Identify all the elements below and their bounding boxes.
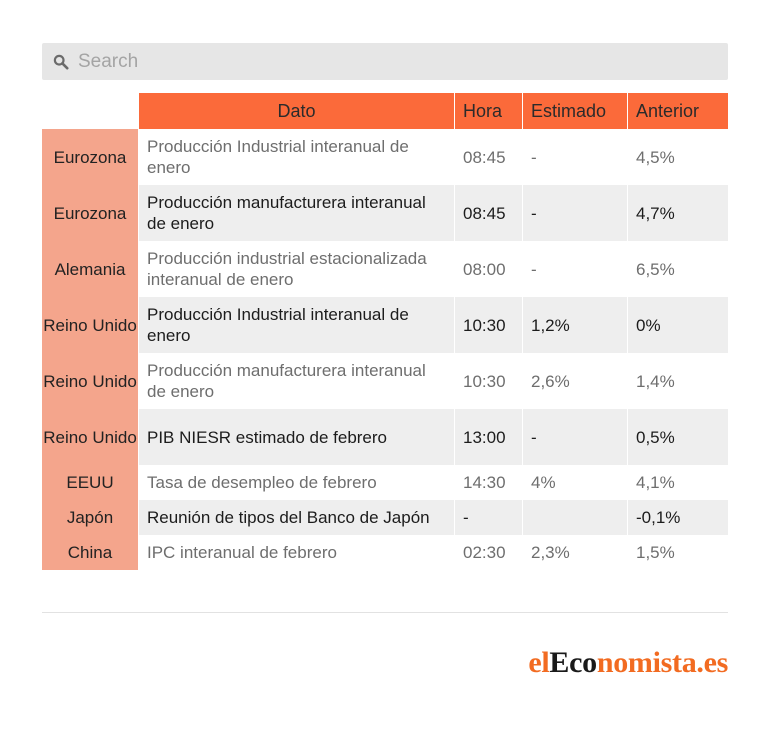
search-icon: [53, 54, 69, 70]
row-country: Reino Unido: [42, 297, 138, 353]
row-hora: 08:45: [454, 129, 522, 185]
table-row: [42, 353, 728, 409]
row-country: Eurozona: [42, 129, 138, 185]
table-header-row: [42, 93, 728, 129]
table-row: [42, 129, 728, 185]
row-anterior: 0%: [627, 297, 728, 353]
search-input[interactable]: [78, 43, 698, 80]
row-hora: 14:30: [454, 465, 522, 500]
row-country: Japón: [42, 500, 138, 535]
row-country: Alemania: [42, 241, 138, 297]
row-dato: Producción manufacturera interanual de enero: [138, 185, 454, 241]
row-hora: 10:30: [454, 353, 522, 409]
row-hora: 08:45: [454, 185, 522, 241]
row-estimado: -: [522, 409, 627, 465]
row-country: Eurozona: [42, 185, 138, 241]
logo-part-nomista: nomista.es: [596, 646, 728, 679]
row-hora: 10:30: [454, 297, 522, 353]
row-anterior: 4,7%: [627, 185, 728, 241]
row-country: China: [42, 535, 138, 570]
row-hora: -: [454, 500, 522, 535]
row-estimado: 2,6%: [522, 353, 627, 409]
row-anterior: -0,1%: [627, 500, 728, 535]
row-anterior: 4,5%: [627, 129, 728, 185]
row-dato: Tasa de desempleo de febrero: [138, 465, 454, 500]
row-hora: 02:30: [454, 535, 522, 570]
row-anterior: 0,5%: [627, 409, 728, 465]
row-anterior: 6,5%: [627, 241, 728, 297]
row-estimado: 4%: [522, 465, 627, 500]
row-hora: 08:00: [454, 241, 522, 297]
logo-part-eco: Eco: [549, 646, 597, 679]
row-dato: Producción manufacturera interanual de enero: [138, 353, 454, 409]
table-row: [42, 409, 728, 465]
row-country: Reino Unido: [42, 409, 138, 465]
row-estimado: -: [522, 185, 627, 241]
table-row: [42, 297, 728, 353]
table-row: [42, 241, 728, 297]
header-dato: Dato: [138, 93, 454, 129]
row-estimado: 2,3%: [522, 535, 627, 570]
row-country: Reino Unido: [42, 353, 138, 409]
row-estimado: -: [522, 241, 627, 297]
header-corner: [42, 93, 138, 129]
eleconomista-logo[interactable]: [528, 646, 728, 680]
search-bar[interactable]: [42, 43, 728, 80]
footer-divider: [42, 612, 728, 613]
row-anterior: 4,1%: [627, 465, 728, 500]
logo-part-el: el: [528, 646, 550, 679]
header-anterior: Anterior: [627, 93, 728, 129]
header-estimado: Estimado: [522, 93, 627, 129]
row-anterior: 1,5%: [627, 535, 728, 570]
table-row: [42, 185, 728, 241]
row-dato: Producción Industrial interanual de enero: [138, 129, 454, 185]
table-row: [42, 500, 728, 535]
table-row: [42, 465, 728, 500]
table-row: [42, 535, 728, 570]
row-country: EEUU: [42, 465, 138, 500]
row-dato: Producción Industrial interanual de enero: [138, 297, 454, 353]
header-hora: Hora: [454, 93, 522, 129]
row-estimado: [522, 500, 627, 535]
row-dato: Reunión de tipos del Banco de Japón: [138, 500, 454, 535]
row-anterior: 1,4%: [627, 353, 728, 409]
row-estimado: 1,2%: [522, 297, 627, 353]
row-hora: 13:00: [454, 409, 522, 465]
row-dato: IPC interanual de febrero: [138, 535, 454, 570]
row-dato: Producción industrial estacionalizada interanual de enero: [138, 241, 454, 297]
economic-calendar-table: [42, 93, 728, 570]
row-dato: PIB NIESR estimado de febrero: [138, 409, 454, 465]
row-estimado: -: [522, 129, 627, 185]
